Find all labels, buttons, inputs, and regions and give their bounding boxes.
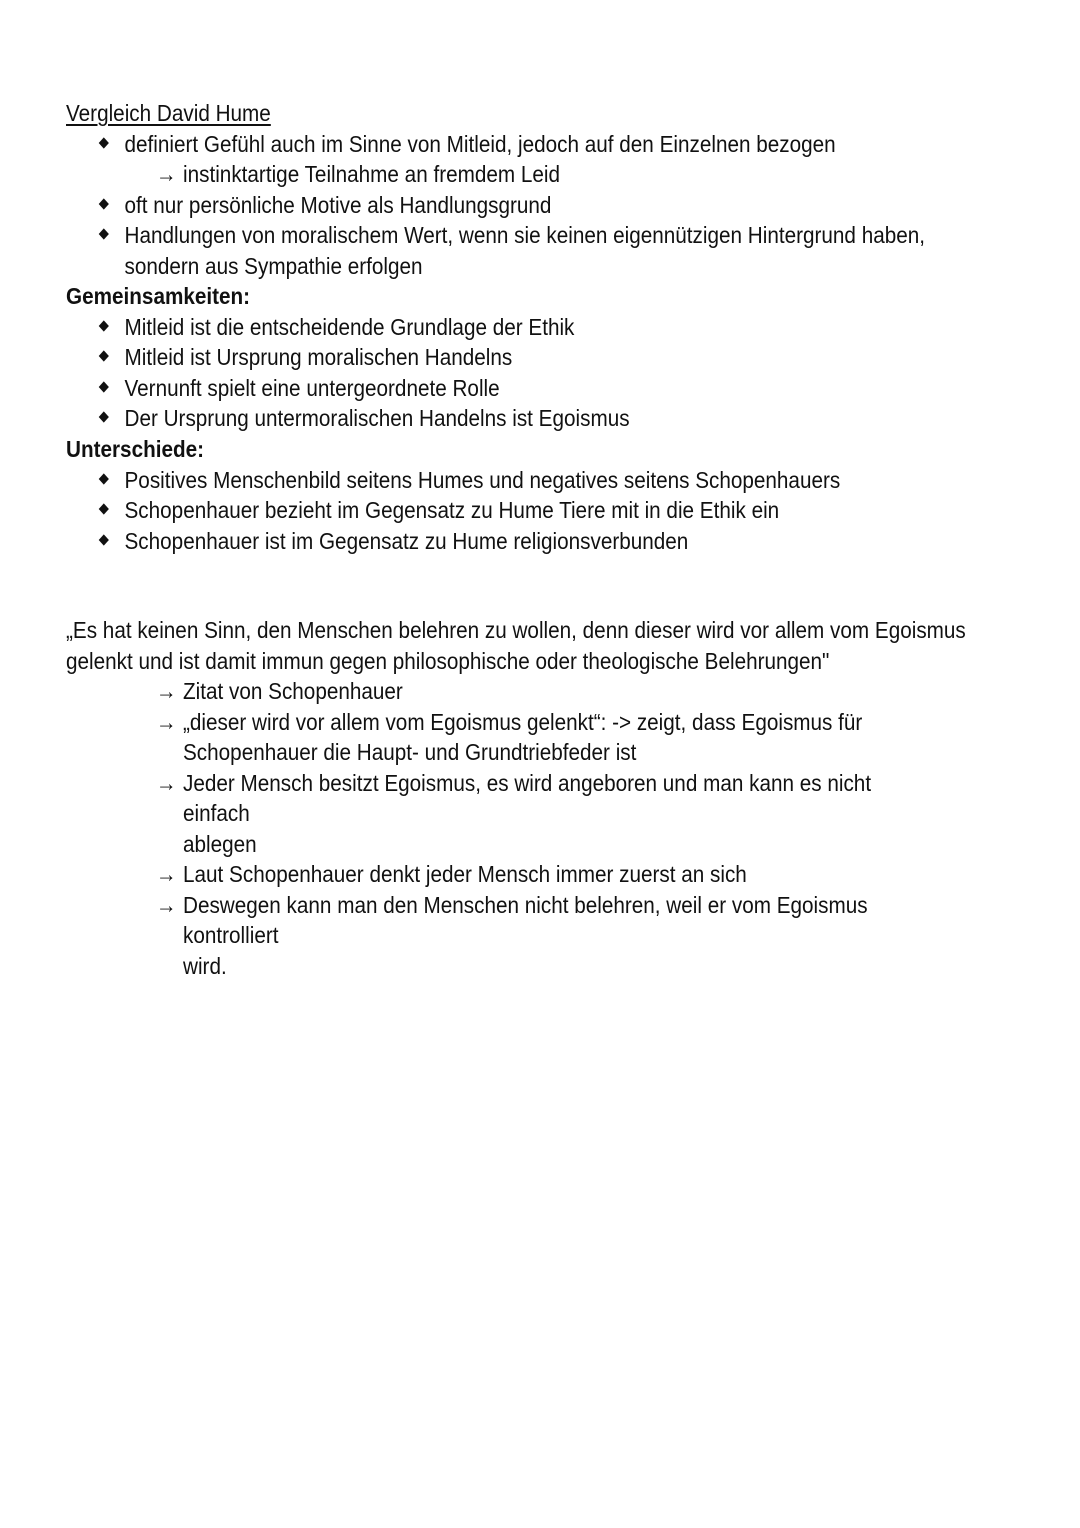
list-item-text: oft nur persönliche Motive als Handlungsgrund (124, 191, 552, 218)
list-item (66, 707, 930, 738)
gemeinsamkeiten-list (66, 312, 1026, 434)
diamond-bullet-icon (99, 473, 109, 484)
list-item-text: wird. (183, 952, 227, 979)
list-item (66, 342, 930, 373)
quote-line: gelenkt und ist damit immun gegen philosophische oder theologische Belehrungen" (66, 647, 830, 674)
list-item-text: ablegen (183, 830, 257, 857)
unterschiede-list (66, 465, 1026, 557)
list-item-text: Jeder Mensch besitzt Egoismus, es wird angeboren und man kann es nicht einfach (183, 769, 872, 826)
list-item-text: Mitleid ist die entscheidende Grundlage der Ethik (124, 313, 575, 340)
list-item (66, 526, 930, 557)
diamond-bullet-icon (99, 228, 109, 239)
diamond-bullet-icon (99, 381, 109, 392)
list-item (66, 890, 930, 951)
unterschiede-section (66, 434, 1026, 556)
list-item (66, 465, 930, 496)
gemeinsamkeiten-section (66, 281, 1026, 434)
list-item (66, 495, 930, 526)
list-item-text: Laut Schopenhauer denkt jeder Mensch immer zuerst an sich (183, 861, 747, 887)
list-item (66, 373, 930, 404)
list-item-text: „dieser wird vor allem vom Egoismus gelenkt“: -> zeigt, dass Egoismus für (183, 708, 863, 735)
quote-line: „Es hat keinen Sinn, den Menschen belehren zu wollen, denn dieser wird vor allem vom Egoismus (66, 617, 966, 643)
diamond-bullet-icon (99, 137, 109, 148)
quote-analysis-list (66, 676, 1026, 981)
list-item-continuation (66, 829, 930, 860)
quote-section (66, 615, 1026, 981)
list-item (66, 190, 930, 221)
arrow-right-icon: → (156, 861, 177, 887)
list-item-text: Zitat von Schopenhauer (183, 678, 403, 704)
list-item-text: Mitleid ist Ursprung moralischen Handelns (124, 344, 513, 370)
list-item-continuation (66, 737, 930, 768)
list-item-text: Positives Menschenbild seitens Humes und negatives seitens Schopenhauers (124, 466, 841, 493)
arrow-right-icon: → (156, 708, 177, 735)
list-item-text: Der Ursprung untermoralischen Handelns ist Egoismus (124, 405, 630, 431)
arrow-right-icon: → (156, 891, 177, 918)
list-item (66, 312, 930, 343)
diamond-bullet-icon (99, 320, 109, 331)
list-item-text: Vernunft spielt eine untergeordnete Rolle (124, 374, 500, 401)
arrow-right-icon: → (156, 161, 177, 187)
list-item-sub (66, 159, 930, 190)
arrow-right-icon: → (156, 678, 177, 704)
diamond-bullet-icon (99, 350, 109, 361)
gemeinsamkeiten-heading: Gemeinsamkeiten: (66, 283, 251, 309)
list-item-text: Schopenhauer ist im Gegensatz zu Hume religionsverbunden (124, 527, 689, 554)
list-item (66, 403, 930, 434)
list-item (66, 859, 930, 890)
list-item-text: Handlungen von moralischem Wert, wenn sie keinen eigennützigen Hintergrund haben, (124, 222, 926, 248)
list-item-continuation (66, 951, 930, 982)
arrow-right-icon: → (156, 769, 177, 796)
diamond-bullet-icon (99, 503, 109, 514)
list-item-text: Schopenhauer die Haupt- und Grundtriebfeder ist (183, 739, 637, 765)
list-item (66, 129, 930, 160)
list-item (66, 676, 930, 707)
list-item (66, 220, 930, 251)
list-item-text: definiert Gefühl auch im Sinne von Mitleid, jedoch auf den Einzelnen bezogen (124, 130, 836, 157)
list-item-text: Schopenhauer bezieht im Gegensatz zu Hume Tiere mit in die Ethik ein (124, 497, 780, 523)
list-item-text: instinktartige Teilnahme an fremdem Leid (183, 161, 561, 187)
hume-section (66, 98, 1026, 281)
list-item-text: Deswegen kann man den Menschen nicht belehren, weil er vom Egoismus kontrolliert (183, 891, 868, 948)
diamond-bullet-icon (99, 534, 109, 545)
hume-bullet-list (66, 129, 1026, 282)
list-item (66, 768, 930, 829)
unterschiede-heading: Unterschiede: (66, 436, 205, 462)
diamond-bullet-icon (99, 411, 109, 422)
list-item-continuation (66, 251, 930, 282)
diamond-bullet-icon (99, 198, 109, 209)
list-item-text: sondern aus Sympathie erfolgen (124, 252, 423, 279)
hume-heading: Vergleich David Hume (66, 100, 271, 126)
